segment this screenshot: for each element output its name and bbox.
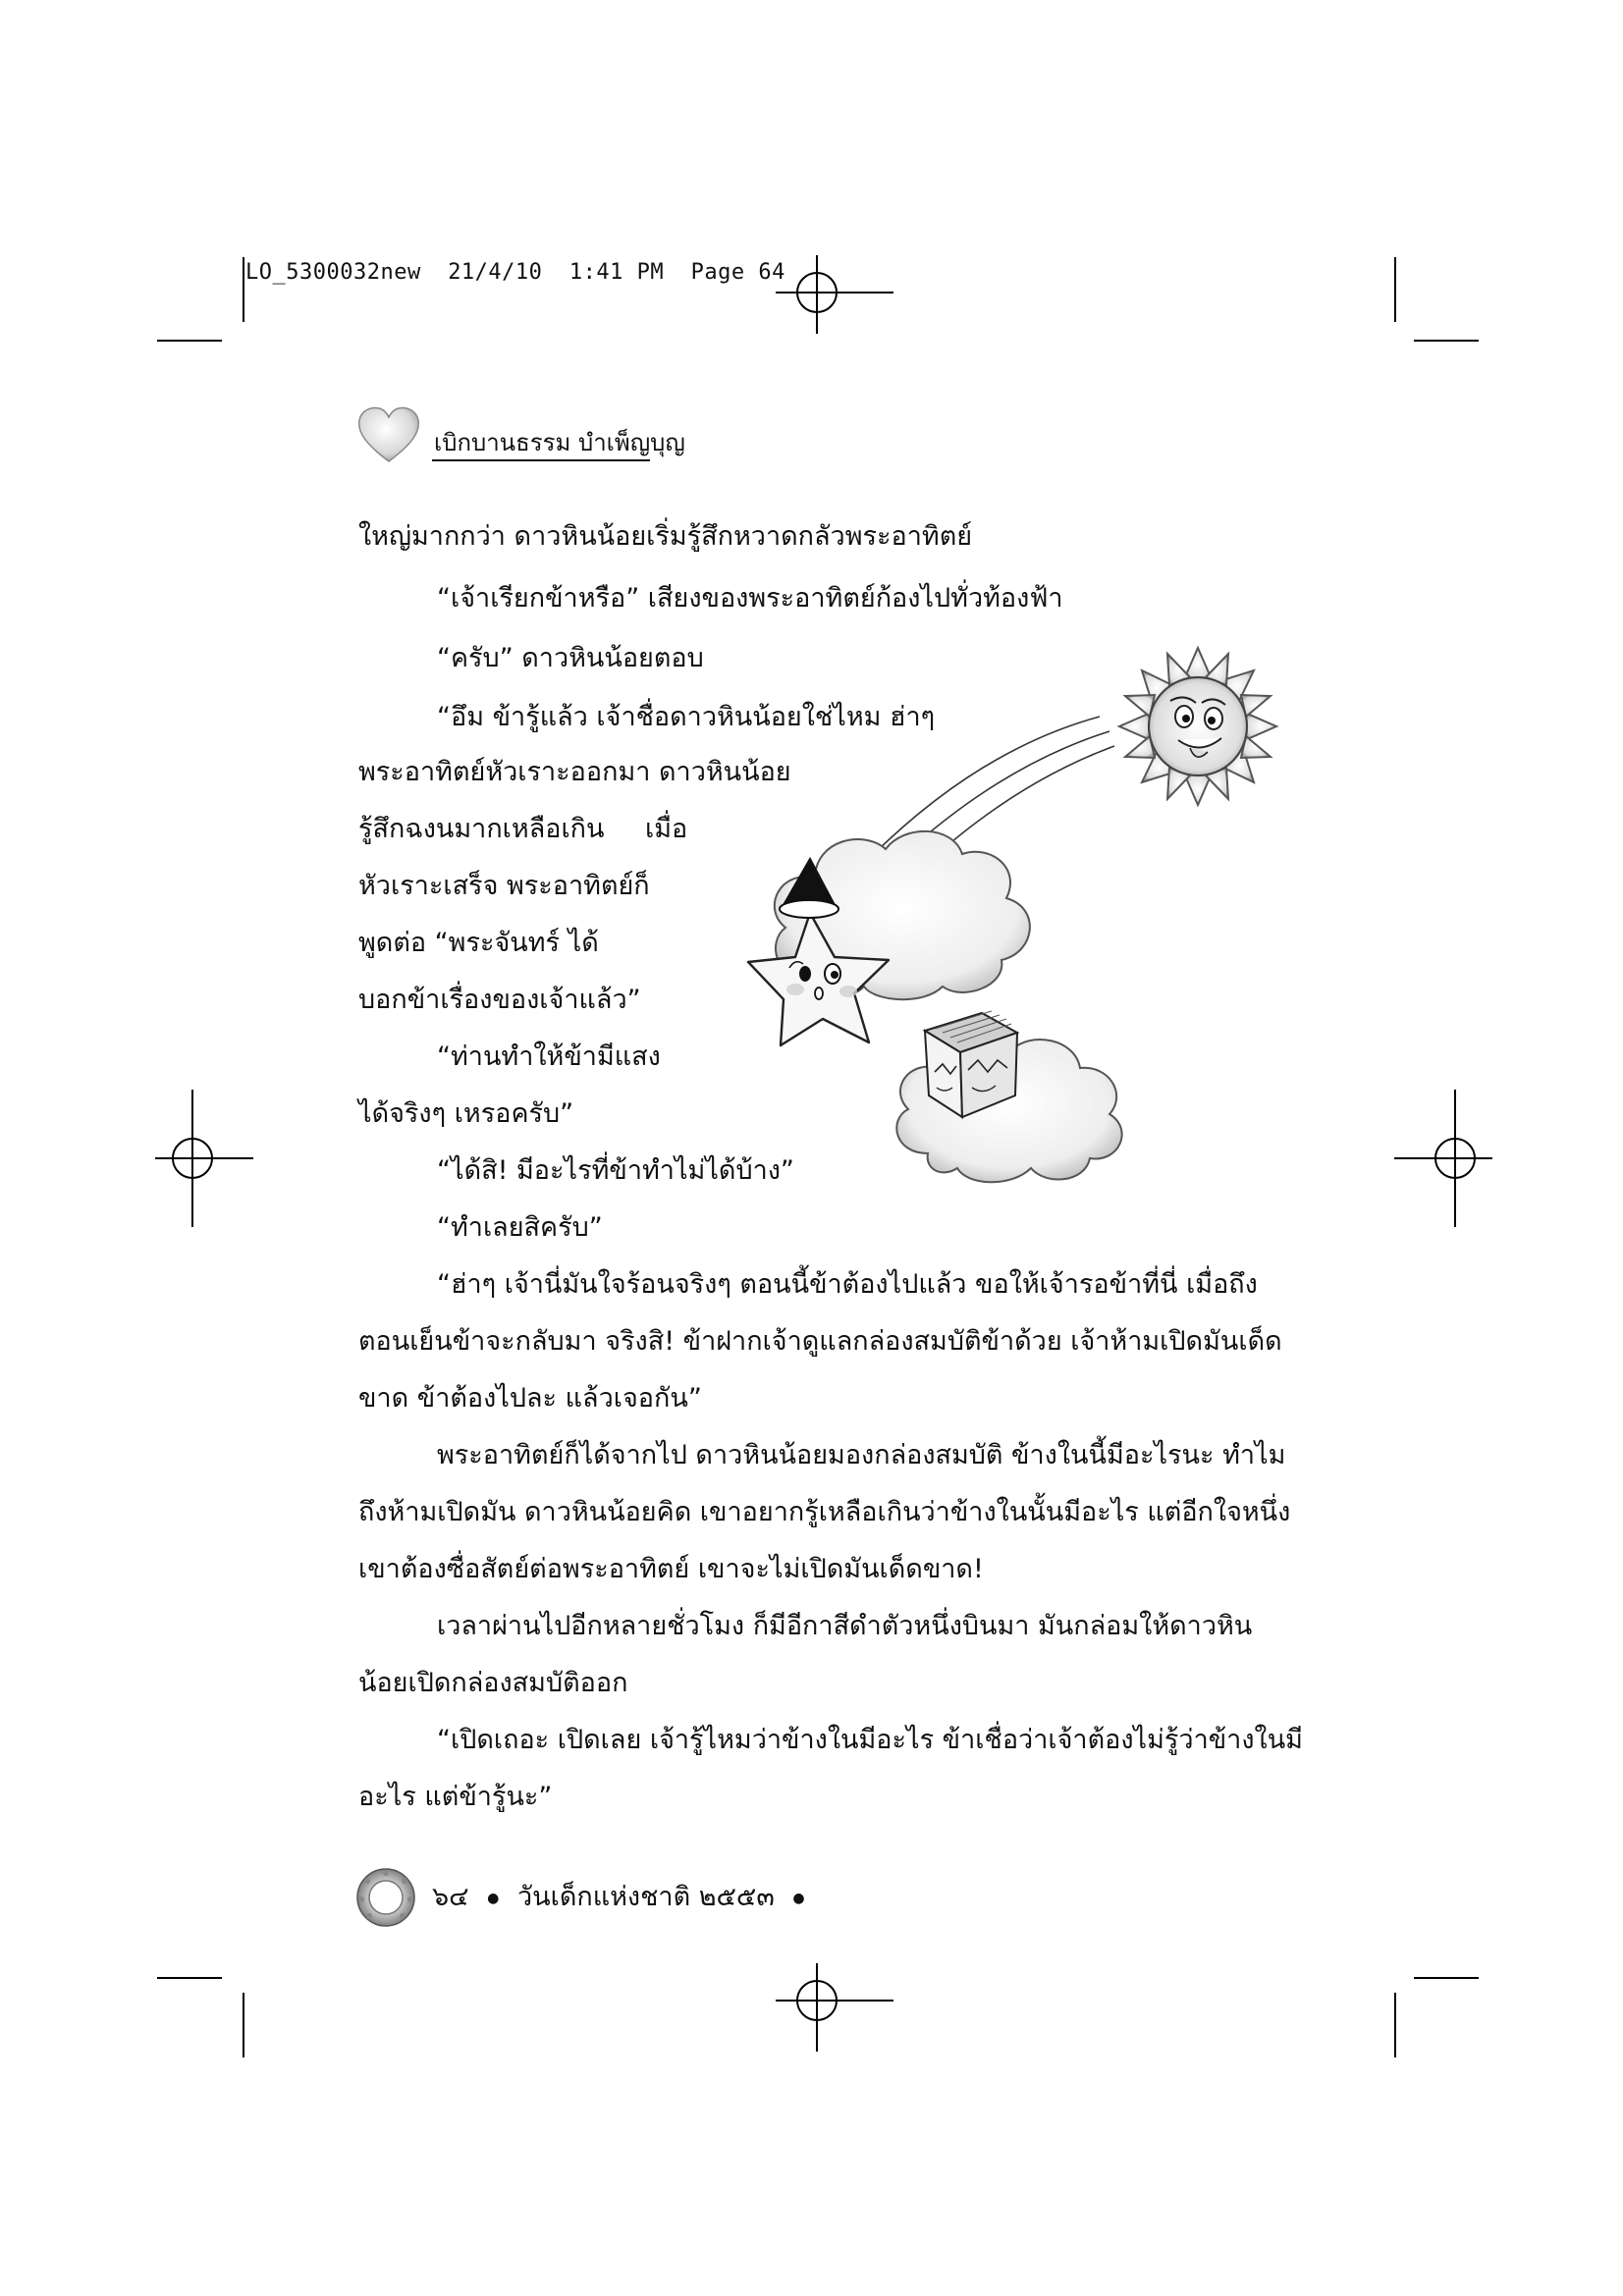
crop-mark	[1394, 257, 1396, 322]
slug-date: 21/4/10	[448, 260, 543, 285]
printer-slug	[245, 260, 785, 285]
footer-book-title: วันเด็กแห่งชาติ ๒๕๕๓	[516, 1882, 775, 1912]
page-number: ๖๔	[432, 1882, 469, 1912]
header-rule	[432, 459, 650, 461]
crop-mark	[1414, 1977, 1479, 1979]
wreath-logo-icon	[353, 1865, 418, 1930]
text-line: ตอนเย็นข้าจะกลับมา จริงสิ! ข้าฝากเจ้าดูแลกล่องสมบัติข้าด้วย เจ้าห้ามเปิดมันเด็ด	[358, 1326, 1282, 1357]
text-line: ใหญ่มากกว่า ดาวหินน้อยเริ่มรู้สึกหวาดกลัวพระอาทิตย์	[358, 521, 973, 552]
crop-mark	[1394, 1993, 1396, 2057]
registration-mark	[1394, 1090, 1492, 1227]
crop-mark	[243, 1993, 244, 2057]
footer	[432, 1875, 805, 1917]
text-line: บอกข้าเรื่องของเจ้าแล้ว”	[358, 985, 641, 1015]
registration-mark	[776, 1963, 893, 2061]
text-line: ขาด ข้าต้องไปละ แล้วเจอกัน”	[358, 1383, 702, 1414]
text-line: ถึงห้ามเปิดมัน ดาวหินน้อยคิด เขาอยากรู้เหลือเกินว่าข้างในนั้นมีอะไร แต่อีกใจหนึ่ง	[358, 1497, 1291, 1527]
registration-mark	[155, 1090, 253, 1227]
slug-page: Page 64	[690, 260, 785, 285]
sun-character-icon	[1119, 648, 1276, 805]
text-line: “เปิดเถอะ เปิดเลย เจ้ารู้ไหมว่าข้างในมีอะไร ข้าเชื่อว่าเจ้าต้องไม่รู้ว่าข้างในมี	[437, 1725, 1303, 1755]
text-line: น้อยเปิดกล่องสมบัติออก	[358, 1668, 628, 1698]
footer-bullet: ●	[792, 1890, 805, 1906]
text-line: “ทำเลยสิครับ”	[437, 1212, 603, 1243]
slug-job: LO_5300032new	[245, 260, 421, 285]
text-line: พระอาทิตย์ก็ได้จากไป ดาวหินน้อยมองกล่องสมบัติ ข้างในนี้มีอะไรนะ ทำไม	[437, 1440, 1286, 1470]
text-line: “ครับ” ดาวหินน้อยตอบ	[437, 643, 704, 673]
heart-icon	[355, 404, 422, 465]
text-line: เวลาผ่านไปอีกหลายชั่วโมง ก็มีอีกาสีดำตัวหนึ่งบินมา มันกล่อมให้ดาวหิน	[437, 1611, 1253, 1641]
text-line: พระอาทิตย์หัวเราะออกมา ดาวหินน้อย	[358, 757, 791, 787]
text-line: หัวเราะเสร็จ พระอาทิตย์ก็	[358, 871, 650, 901]
text-line: “ฮ่าๆ เจ้านี่มันใจร้อนจริงๆ ตอนนี้ข้าต้องไปแล้ว ขอให้เจ้ารอข้าที่นี่ เมื่อถึง	[437, 1269, 1258, 1300]
text-line: “ได้สิ! มีอะไรที่ข้าทำไม่ได้บ้าง”	[437, 1155, 794, 1186]
running-header-title: เบิกบานธรรม บำเพ็ญบุญ	[434, 429, 685, 456]
text-line: “อึม ข้ารู้แล้ว เจ้าชื่อดาวหินน้อยใช่ไหม ฮ่าๆ	[437, 702, 936, 732]
text-line: เขาต้องซื่อสัตย์ต่อพระอาทิตย์ เขาจะไม่เปิดมันเด็ดขาด!	[358, 1554, 984, 1584]
treasure-box-icon	[925, 1011, 1017, 1117]
crop-mark	[157, 340, 222, 342]
text-line: พูดต่อ “พระจันทร์ ได้	[358, 928, 599, 958]
text-line: รู้สึกฉงนมากเหลือเกิน	[358, 814, 605, 844]
text-line: ได้จริงๆ เหรอครับ”	[358, 1098, 574, 1129]
crop-mark	[157, 1977, 222, 1979]
text-line: “เจ้าเรียกข้าหรือ” เสียงของพระอาทิตย์ก้องไปทั่วท้องฟ้า	[437, 583, 1063, 614]
text-line: อะไร แต่ข้ารู้นะ”	[358, 1782, 553, 1812]
crop-mark	[243, 257, 244, 322]
text-line: “ท่านทำให้ข้ามีแสง	[437, 1041, 661, 1072]
footer-bullet: ●	[487, 1890, 500, 1906]
registration-mark	[776, 245, 893, 334]
slug-time: 1:41 PM	[568, 260, 665, 285]
story-illustration	[668, 648, 1335, 1198]
crop-mark	[1414, 340, 1479, 342]
text-line: เมื่อ	[645, 814, 688, 844]
